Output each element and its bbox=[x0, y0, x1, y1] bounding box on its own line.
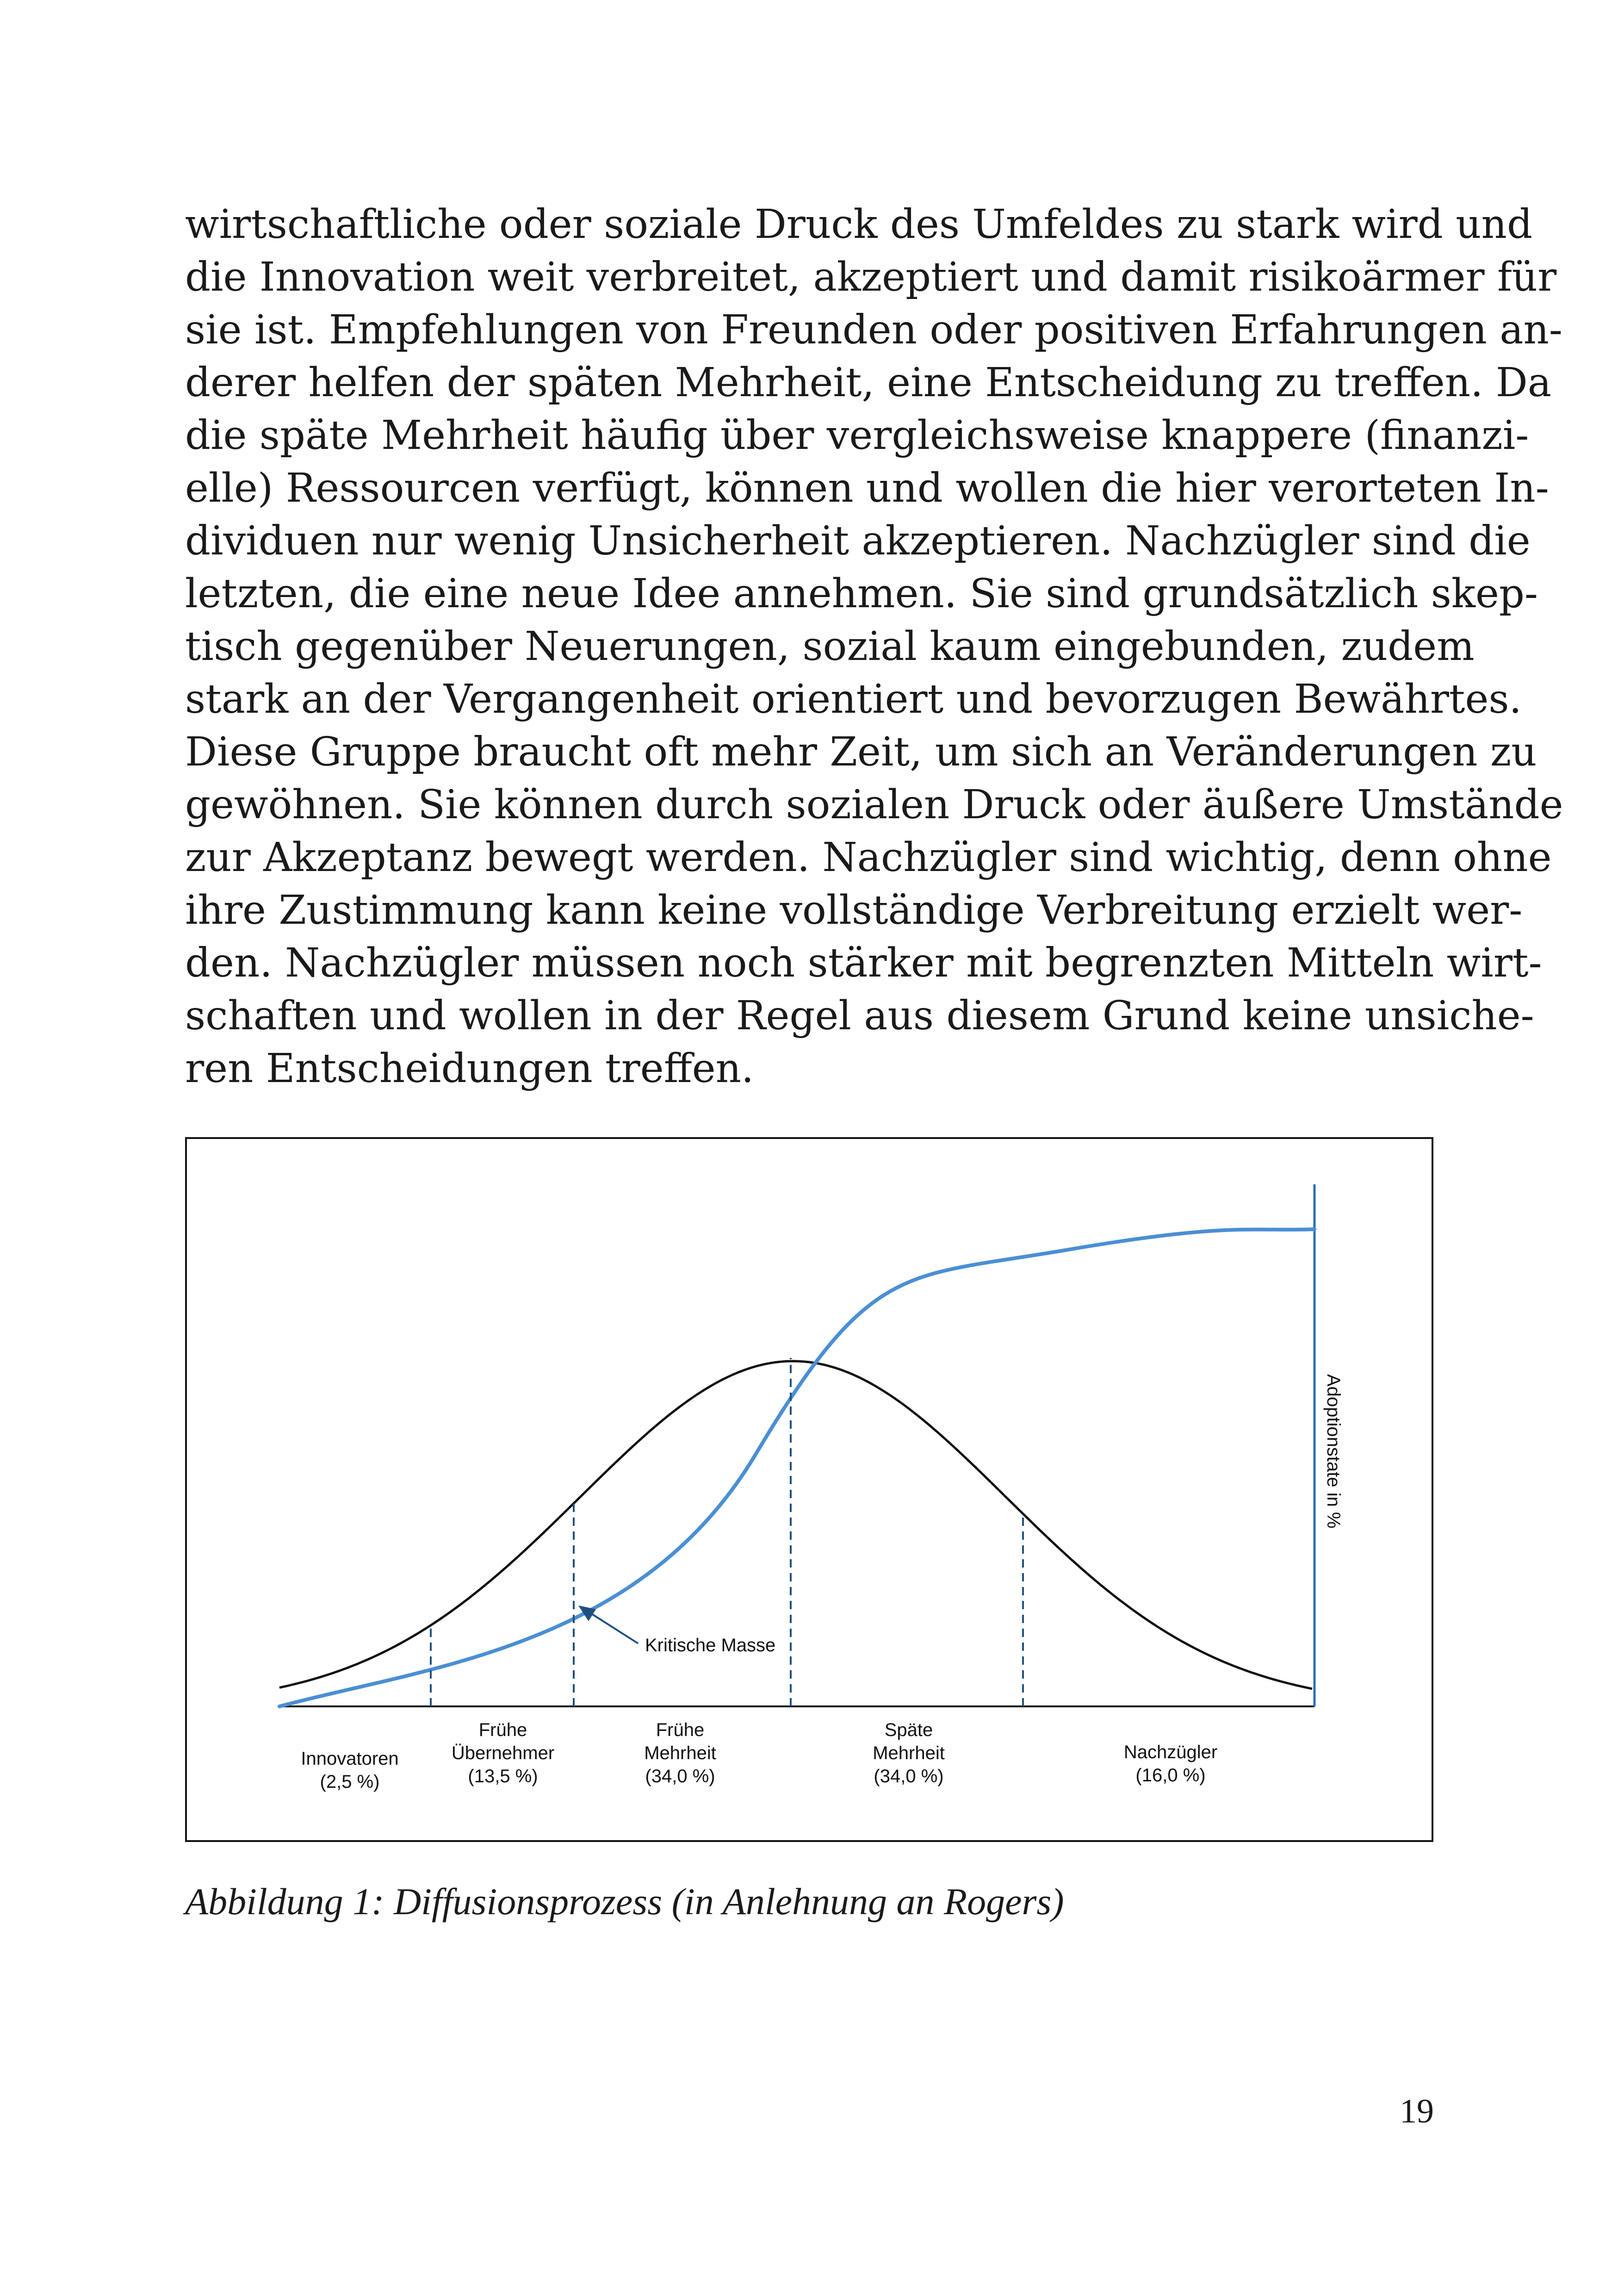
category-label-line: (34,0 %) bbox=[645, 1766, 715, 1786]
figure-caption: Abbildung 1: Diffusionsprozess (in Anlehnung an Rogers) bbox=[185, 1880, 1064, 1923]
category-label-line: Innovatoren bbox=[301, 1748, 399, 1769]
body-text-line: schaften und wollen in der Regel aus diesem Grund keine unsiche- bbox=[185, 993, 1534, 1039]
category-label bbox=[301, 1748, 398, 1792]
page-number: 19 bbox=[1400, 2092, 1434, 2130]
category-label bbox=[1124, 1742, 1217, 1786]
s-curve-line bbox=[279, 1229, 1314, 1706]
category-label bbox=[873, 1720, 945, 1786]
diffusion-figure bbox=[185, 1137, 1433, 1842]
bell-curve-line bbox=[279, 1361, 1312, 1689]
critical-mass-label: Kritische Masse bbox=[645, 1635, 776, 1655]
category-label-line: Mehrheit bbox=[873, 1743, 945, 1763]
category-label-line: Frühe bbox=[656, 1720, 705, 1740]
critical-mass-arrow-line bbox=[586, 1610, 638, 1643]
category-label-line: Frühe bbox=[478, 1720, 527, 1740]
category-label-line: (2,5 %) bbox=[320, 1772, 380, 1792]
chart-labels-layer bbox=[301, 1374, 1344, 1792]
body-text-line: zur Akzeptanz bewegt werden. Nachzügler sind wichtig, denn ohne bbox=[185, 834, 1552, 881]
body-text-line: tisch gegenüber Neuerungen, sozial kaum eingebunden, zudem bbox=[185, 623, 1475, 670]
body-text-line: wirtschaftliche oder soziale Druck des Umfeldes zu stark wird und bbox=[185, 201, 1532, 248]
y-axis-label: Adoptionstate in % bbox=[1323, 1374, 1344, 1529]
body-text-line: gewöhnen. Sie können durch sozialen Druck oder äußere Umstände bbox=[185, 782, 1563, 828]
body-text-line: ihre Zustimmung kann keine vollständige Verbreitung erzielt wer- bbox=[185, 887, 1523, 933]
category-label-line: (34,0 %) bbox=[874, 1766, 944, 1786]
body-text-line: die Innovation weit verbreitet, akzeptiert und damit risikoärmer für bbox=[185, 254, 1557, 300]
chart-lines-layer bbox=[279, 1184, 1314, 1706]
category-label-line: Übernehmer bbox=[451, 1743, 555, 1763]
category-label bbox=[644, 1720, 716, 1786]
body-text-line: elle) Ressourcen verfügt, können und wollen die hier verorteten In- bbox=[185, 465, 1549, 511]
body-text-line: den. Nachzügler müssen noch stärker mit begrenzten Mitteln wirt- bbox=[185, 940, 1542, 986]
category-label bbox=[452, 1720, 554, 1786]
body-text-line: letzten, die eine neue Idee annehmen. Sie sind grundsätzlich skep- bbox=[185, 571, 1538, 617]
category-label-line: Späte bbox=[884, 1720, 933, 1740]
body-text-line: ren Entscheidungen treffen. bbox=[185, 1045, 754, 1092]
body-text-line: die späte Mehrheit häufig über vergleichsweise knappere (finanzi- bbox=[185, 412, 1529, 459]
category-label-line: Nachzügler bbox=[1123, 1742, 1218, 1762]
diffusion-chart bbox=[187, 1139, 1432, 1840]
body-text-line: stark an der Vergangenheit orientiert und bevorzugen Bewährtes. bbox=[185, 676, 1522, 722]
body-text-line: sie ist. Empfehlungen von Freunden oder positiven Erfahrungen an- bbox=[185, 307, 1562, 353]
category-label-line: (13,5 %) bbox=[468, 1766, 538, 1786]
body-text bbox=[185, 198, 1563, 1095]
category-label-line: (16,0 %) bbox=[1135, 1765, 1206, 1786]
category-label-line: Mehrheit bbox=[644, 1743, 716, 1763]
body-text-line: dividuen nur wenig Unsicherheit akzeptieren. Nachzügler sind die bbox=[185, 518, 1531, 564]
body-text-line: derer helfen der späten Mehrheit, eine Entscheidung zu treffen. Da bbox=[185, 360, 1552, 406]
body-text-line: Diese Gruppe braucht oft mehr Zeit, um sich an Veränderungen zu bbox=[185, 729, 1537, 775]
